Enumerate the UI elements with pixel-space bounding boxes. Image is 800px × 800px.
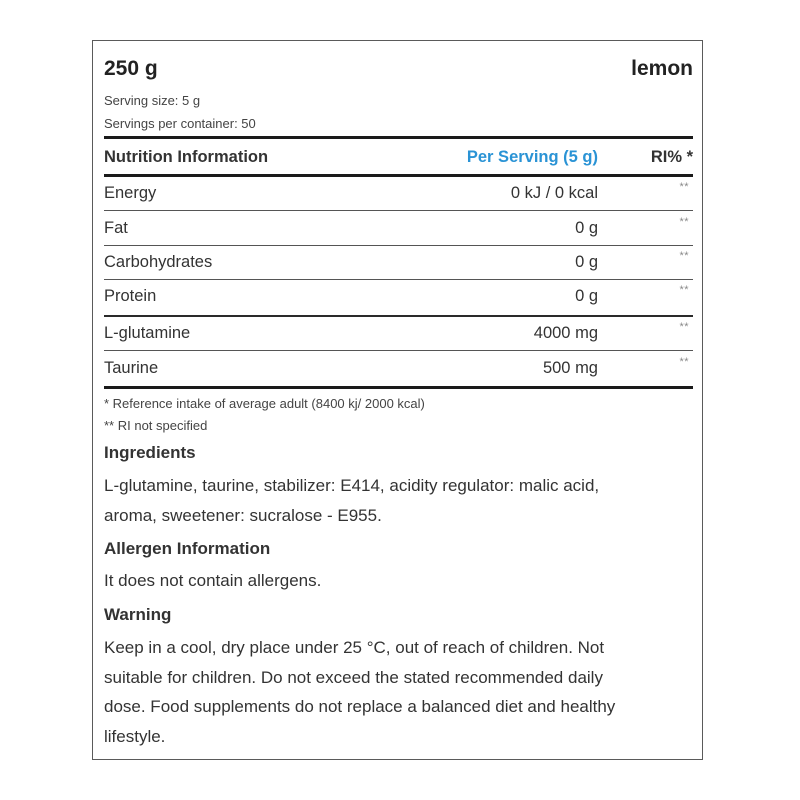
divider-thick — [104, 136, 693, 139]
ingredients-text — [104, 471, 693, 530]
warning-line: Keep in a cool, dry place under 25 °C, out of reach of children. Not — [104, 638, 605, 657]
divider-thick — [104, 174, 693, 177]
table-row — [104, 216, 693, 241]
column-header-per-serving: Per Serving (5 g) — [466, 148, 598, 166]
nutrient-ri: ** — [679, 356, 689, 368]
nutrient-ri: ** — [679, 284, 689, 296]
nutrient-value: 0 g — [575, 287, 598, 305]
allergen-line: It does not contain allergens. — [104, 571, 322, 590]
nutrient-value: 4000 mg — [533, 324, 598, 342]
product-weight: 250 g — [104, 57, 158, 80]
nutrient-ri: ** — [679, 216, 689, 228]
nutrient-name: Energy — [104, 184, 157, 202]
table-row — [104, 321, 693, 346]
nutrient-value: 0 g — [575, 253, 598, 271]
table-row — [104, 284, 693, 309]
allergen-title: Allergen Information — [104, 539, 271, 558]
warning-title: Warning — [104, 605, 172, 624]
nutrient-name: Fat — [104, 219, 128, 237]
nutrient-name: Taurine — [104, 359, 159, 377]
divider-thin — [104, 210, 693, 211]
allergen-text — [104, 566, 693, 596]
table-row — [104, 181, 693, 206]
column-header-nutrient: Nutrition Information — [104, 148, 269, 166]
ingredients-line: aroma, sweetener: sucralose - E955. — [104, 505, 382, 525]
nutrient-name: Protein — [104, 287, 157, 305]
nutrient-value: 500 mg — [542, 359, 598, 377]
serving-size: Serving size: 5 g — [104, 93, 201, 108]
table-row — [104, 356, 693, 381]
nutrient-ri: ** — [679, 181, 689, 193]
warning-line: dose. Food supplements do not replace a balanced diet and healthy — [104, 697, 616, 716]
divider-thin — [104, 350, 693, 351]
divider-medium — [104, 315, 693, 317]
product-flavor: lemon — [631, 57, 693, 80]
nutrient-name: Carbohydrates — [104, 253, 213, 271]
footnote-ri-not-specified: ** RI not specified — [104, 418, 208, 433]
table-row — [104, 250, 693, 275]
nutrient-ri: ** — [679, 321, 689, 333]
divider-thick — [104, 386, 693, 389]
table-header — [104, 148, 693, 170]
footnote-reference-intake: * Reference intake of average adult (8400 kj/ 2000 kcal) — [104, 396, 425, 411]
divider-thin — [104, 279, 693, 280]
warning-text — [104, 633, 693, 751]
nutrient-ri: ** — [679, 250, 689, 262]
divider-thin — [104, 245, 693, 246]
nutrient-name: L-glutamine — [104, 324, 191, 342]
servings-per-container: Servings per container: 50 — [104, 116, 256, 131]
nutrient-value: 0 g — [575, 219, 598, 237]
product-header — [104, 57, 693, 83]
nutrient-value: 0 kJ / 0 kcal — [510, 184, 598, 202]
column-header-ri: RI% * — [650, 148, 693, 166]
warning-line: lifestyle. — [104, 726, 166, 746]
ingredients-title: Ingredients — [104, 443, 196, 462]
ingredients-line: L-glutamine, taurine, stabilizer: E414, acidity regulator: malic acid, — [104, 476, 600, 495]
nutrition-label — [92, 40, 703, 760]
warning-line: suitable for children. Do not exceed the stated recommended daily — [104, 667, 603, 687]
